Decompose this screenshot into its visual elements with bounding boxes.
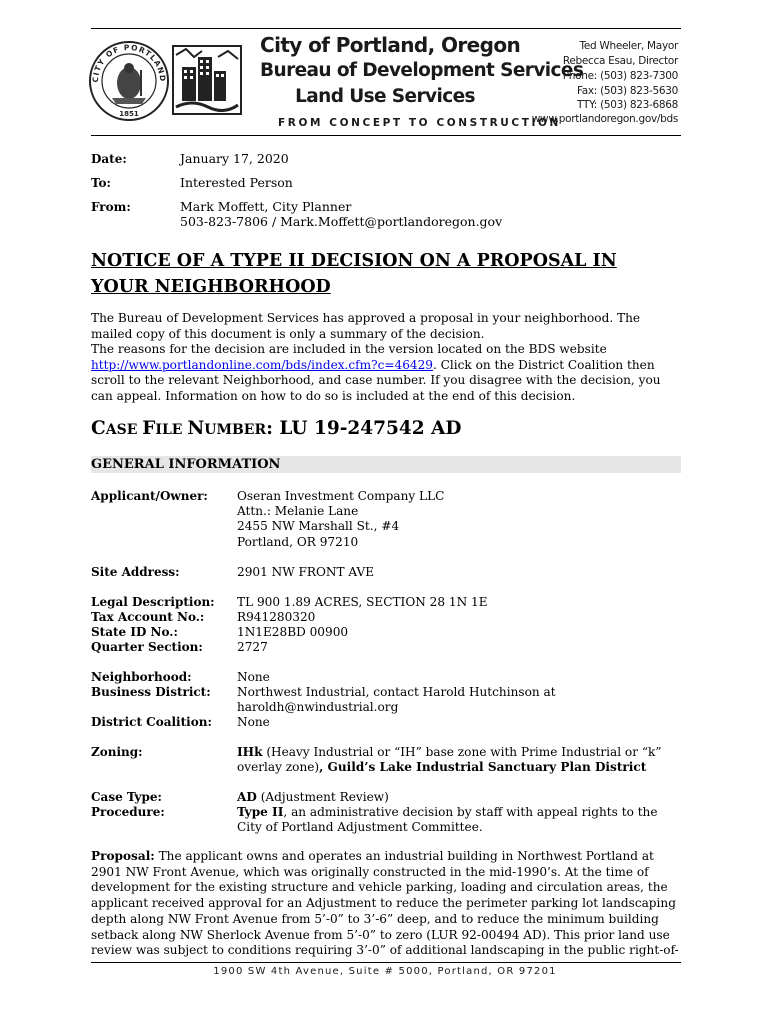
site-address-label: Site Address: (91, 565, 180, 579)
case-word-rest: ASE (105, 422, 143, 438)
contact-website[interactable]: www.portlandoregon.gov/bds (531, 113, 678, 125)
intro-line-tail: . Click on the District Coalition then (432, 357, 655, 372)
case-cap-c: C (91, 418, 106, 439)
procedure-value-cont: City of Portland Adjustment Committee. (237, 820, 483, 834)
zoning-value (237, 745, 662, 760)
procedure-value (237, 805, 658, 820)
case-type-value (237, 790, 389, 805)
case-number-value: : LU 19-247542 AD (266, 418, 462, 439)
legal-description-value: TL 900 1.89 ACRES, SECTION 28 1N 1E (237, 595, 488, 609)
case-type-description: (Adjustment Review) (256, 790, 389, 804)
city-name: City of Portland, Oregon (260, 33, 521, 57)
case-word-rest: ILE (155, 422, 188, 438)
bds-website-link[interactable]: http://www.portlandonline.com/bds/index.cfm?c=46429 (91, 357, 433, 372)
business-district-value: Northwest Industrial, contact Harold Hutchinson at (237, 685, 556, 699)
tax-account-value: R941280320 (237, 610, 316, 624)
site-address-value: 2901 NW FRONT AVE (237, 565, 375, 579)
from-name: Mark Moffett, City Planner (180, 199, 352, 214)
footer-rule (91, 962, 681, 963)
legal-description-label: Legal Description: (91, 595, 215, 609)
proposal-line (91, 849, 691, 865)
proposal-label: Proposal: (91, 849, 155, 863)
date-label: Date: (91, 152, 127, 166)
business-district-email: haroldh@nwindustrial.org (237, 700, 399, 714)
case-type-label: Case Type: (91, 790, 162, 804)
intro-line: The Bureau of Development Services has approved a proposal in your neighborhood. The (91, 311, 641, 325)
zoning-overlay: overlay zone) (237, 760, 320, 774)
case-file-number (91, 418, 461, 439)
case-word-rest: UMBER (204, 422, 267, 438)
contact-mayor: Ted Wheeler, Mayor (579, 40, 678, 52)
division-name: Land Use Services (295, 86, 475, 107)
applicant-line: 2455 NW Marshall St., #4 (237, 519, 400, 533)
contact-phone: Phone: (503) 823-7300 (562, 70, 678, 82)
notice-title (91, 248, 691, 300)
header-top-rule (91, 28, 681, 29)
to-label: To: (91, 176, 111, 190)
district-coalition-label: District Coalition: (91, 715, 212, 729)
applicant-line: Attn.: Melanie Lane (237, 504, 359, 518)
procedure-label: Procedure: (91, 805, 165, 819)
state-id-value: 1N1E28BD 00900 (237, 625, 349, 639)
contact-director: Rebecca Esau, Director (562, 55, 678, 67)
tagline: FROM CONCEPT TO CONSTRUCTION (278, 117, 561, 129)
date-value: January 17, 2020 (180, 151, 289, 166)
zoning-code: IHk (237, 745, 263, 759)
applicant-line: Portland, OR 97210 (237, 535, 359, 549)
contact-tty: TTY: (503) 823-6868 (577, 99, 678, 111)
proposal-line: development for the existing structure and vehicle parking, loading and circulation areas, the (91, 880, 668, 895)
tax-account-label: Tax Account No.: (91, 610, 205, 624)
proposal-line: depth along NW Front Avenue from 5’-0” to 3’-6” deep, and to reduce the minimum building (91, 911, 659, 926)
business-district-label: Business District: (91, 685, 211, 699)
zoning-description: (Heavy Industrial or “IH” base zone with Prime Industrial or “k” (262, 745, 662, 759)
case-cap-f: F (142, 418, 156, 439)
intro-line: scroll to the relevant Neighborhood, and case number. If you disagree with the decision, you (91, 373, 661, 388)
bds-skyline-logo (172, 45, 242, 115)
zoning-plan-district: , Guild’s Lake Industrial Sanctuary Plan District (319, 760, 647, 774)
applicant-line: Oseran Investment Company LLC (237, 489, 445, 503)
svg-text:1851: 1851 (119, 110, 139, 118)
proposal-line: 2901 NW Front Avenue, which was originally constructed in the mid-1990’s. At the time of (91, 864, 649, 879)
contact-fax: Fax: (503) 823-5630 (576, 85, 678, 97)
notice-title-line2: YOUR NEIGHBORHOOD (91, 277, 331, 297)
neighborhood-value: None (237, 670, 270, 684)
neighborhood-label: Neighborhood: (91, 670, 192, 684)
general-info-heading: GENERAL INFORMATION (91, 457, 281, 472)
proposal-line: setback along NW Sherlock Avenue from 5’-0” to zero (LUR 92-00494 AD). This prior land use (91, 927, 670, 942)
intro-paragraph (91, 311, 691, 405)
svg-text:CITY OF PORTLAND: CITY OF PORTLAND (90, 42, 168, 83)
proposal-paragraph (91, 849, 691, 959)
bureau-name: Bureau of Development Services (260, 60, 584, 81)
quarter-section-label: Quarter Section: (91, 640, 203, 654)
proposal-line: review was subject to conditions requiring 3’-0” of additional landscaping in the public right-of- (91, 943, 679, 958)
to-value: Interested Person (180, 175, 293, 190)
notice-title-line1: NOTICE OF A TYPE II DECISION ON A PROPOSAL IN (91, 251, 617, 271)
intro-line: The reasons for the decision are included in the version located on the BDS website (91, 342, 607, 357)
proposal-line: applicant received approval for an Adjustment to reduce the perimeter parking lot landscaping (91, 896, 676, 911)
quarter-section-value: 2727 (237, 640, 268, 654)
from-label: From: (91, 200, 131, 214)
zoning-value-cont (237, 760, 646, 775)
intro-line (91, 358, 691, 374)
district-coalition-value: None (237, 715, 270, 729)
city-seal-logo (88, 40, 170, 122)
intro-line: mailed copy of this document is only a summary of the decision. (91, 326, 485, 341)
case-type-code: AD (237, 790, 257, 804)
applicant-label: Applicant/Owner: (91, 489, 208, 503)
intro-line: can appeal. Information on how to do so is included at the end of this decision. (91, 388, 576, 403)
procedure-code: Type II (237, 805, 284, 819)
state-id-label: State ID No.: (91, 625, 178, 639)
from-contact: 503-823-7806 / Mark.Moffett@portlandoregon.gov (180, 214, 503, 229)
footer-address: 1900 SW 4th Avenue, Suite # 5000, Portland, OR 97201 (213, 966, 557, 977)
zoning-label: Zoning: (91, 745, 143, 759)
header-bottom-rule (91, 135, 681, 136)
case-cap-n: N (187, 418, 205, 439)
proposal-line-rest: The applicant owns and operates an industrial building in Northwest Portland at (154, 849, 654, 863)
procedure-description: , an administrative decision by staff with appeal rights to the (283, 805, 658, 819)
